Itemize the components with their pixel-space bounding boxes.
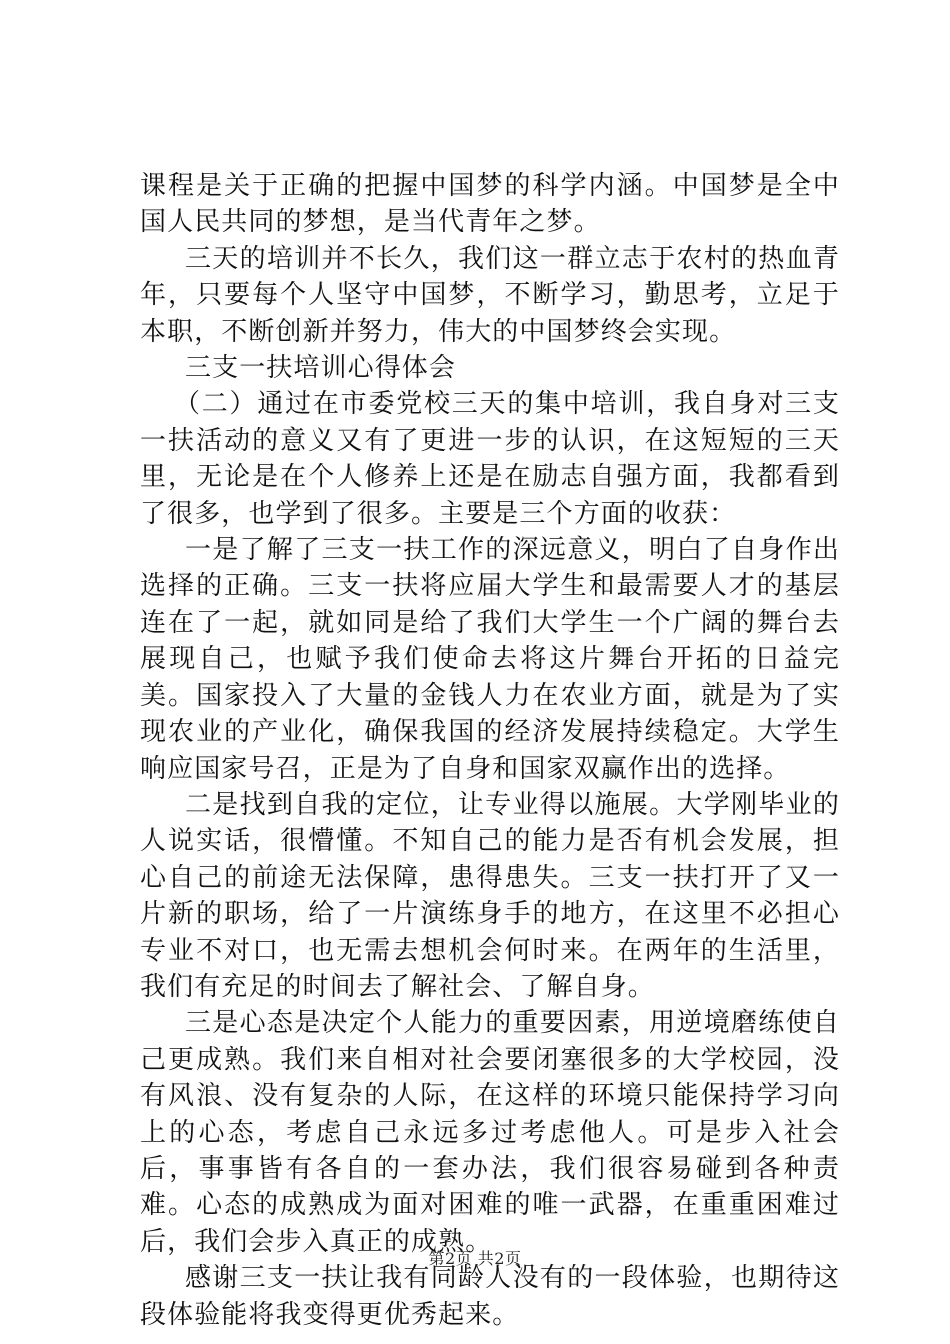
paragraph-point-three: 三是心态是决定个人能力的重要因素，用逆境磨练使自己更成熟。我们来自相对社会要闭塞很多的大学校园，没有风浪、没有复杂的人际，在这样的环境只能保持学习向上的心态，考虑自己永远多过考虑他人。可是步入社会后，事事皆有各自的一套办法，我们很容易碰到各种责难。心态的成熟成为面对困难的唯一武器，在重重困难过后，我们会步入真正的成熟。 — [140, 1008, 840, 1257]
paragraph-intro: （二）通过在市委党校三天的集中培训，我自身对三支一扶活动的意义又有了更进一步的认识，在这短短的三天里，无论是在个人修养上还是在励志自强方面，我都看到了很多，也学到了很多。主要是三个方面的收获： — [140, 389, 840, 529]
paragraph-closing: 感谢三支一扶让我有同龄人没有的一段体验，也期待这段体验能将我变得更优秀起来。 — [140, 1263, 840, 1330]
paragraph-continuation: 课程是关于正确的把握中国梦的科学内涵。中国梦是全中国人民共同的梦想，是当代青年之梦。 — [140, 171, 840, 238]
document-body — [140, 168, 840, 1333]
paragraph-point-two: 二是找到自我的定位，让专业得以施展。大学刚毕业的人说实话，很懵懂。不知自己的能力是否有机会发展，担心自己的前途无法保障，患得患失。三支一扶打开了又一片新的职场，给了一片演练身手的地方，在这里不必担心专业不对口，也无需去想机会何时来。在两年的生活里，我们有充足的时间去了解社会、了解自身。 — [140, 789, 840, 1002]
paragraph-point-one: 一是了解了三支一扶工作的深远意义，明白了自身作出选择的正确。三支一扶将应届大学生和最需要人才的基层连在了一起，就如同是给了我们大学生一个广阔的舞台去展现自己，也赋予我们使命去将这片舞台开拓的日益完美。国家投入了大量的金钱人力在农业方面，就是为了实现农业的产业化，确保我国的经济发展持续稳定。大学生响应国家号召，正是为了自身和国家双赢作出的选择。 — [140, 535, 840, 784]
paragraph-training-summary: 三天的培训并不长久，我们这一群立志于农村的热血青年，只要每个人坚守中国梦，不断学习，勤思考，立足于本职，不断创新并努力，伟大的中国梦终会实现。 — [140, 243, 840, 347]
page-footer: 第2页 共2页 — [428, 1249, 522, 1268]
section-heading: 三支一扶培训心得体会 — [185, 353, 457, 384]
